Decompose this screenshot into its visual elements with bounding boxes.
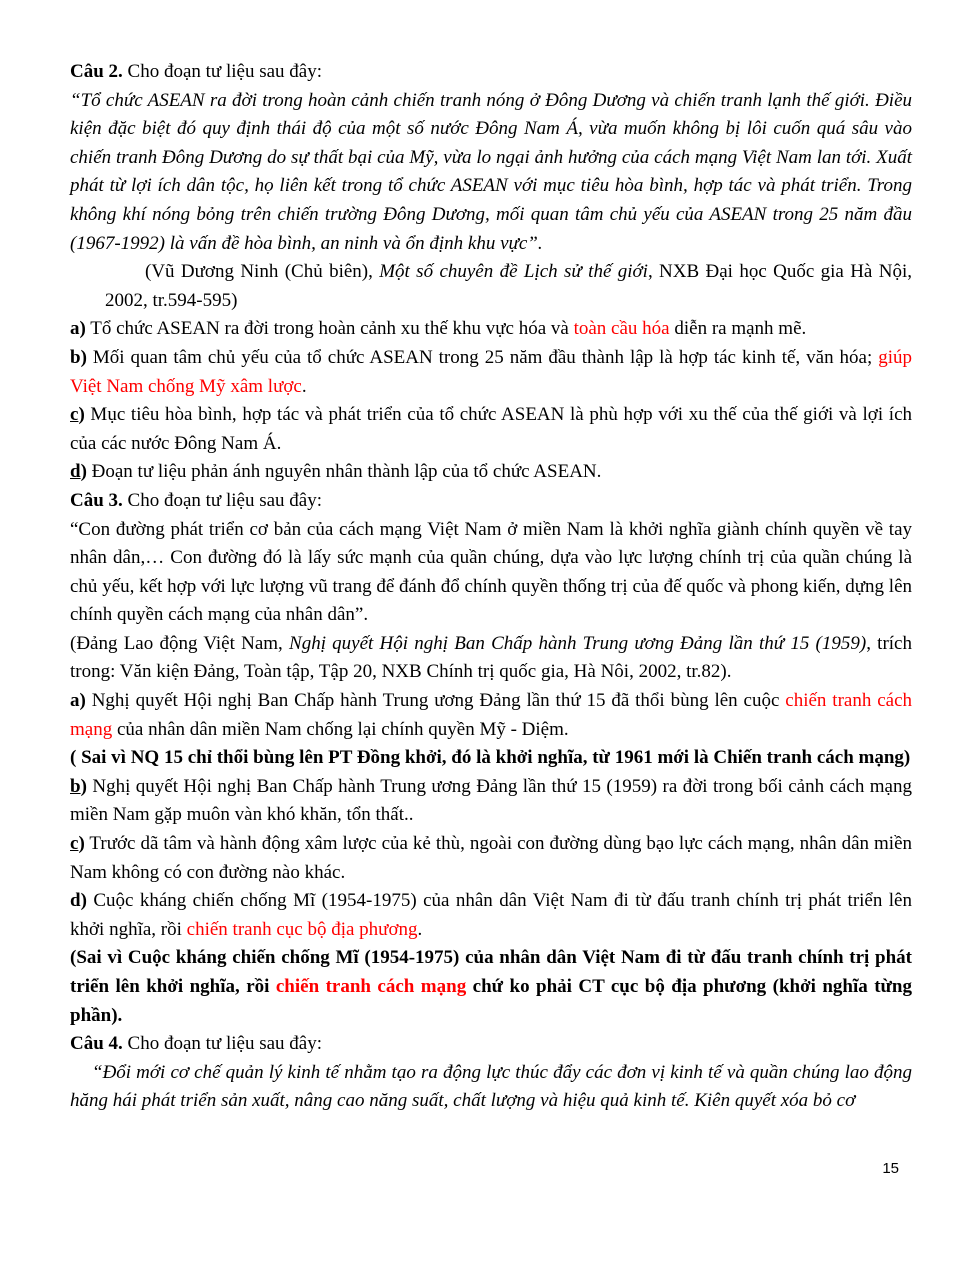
cau2-heading bbox=[70, 58, 912, 87]
text-run: b) bbox=[70, 346, 87, 368]
text-run: Mục tiêu hòa bình, hợp tác và phát triển của tổ chức ASEAN là phù hợp với xu thế của thế giới và lợi ích của các nước Đông Nam Á. bbox=[70, 404, 912, 454]
page-number: 15 bbox=[882, 1160, 899, 1177]
text-run: (Sai vì Cuộc kháng chiến chống Mĩ (1954-1975) của nhân dân Việt Nam đi từ đấu tranh chính trị phát triển lên khởi nghĩa, rồi bbox=[70, 947, 912, 997]
text-run: Cho đoạn tư liệu sau đây: bbox=[122, 61, 323, 82]
cau2-option-d bbox=[70, 458, 912, 487]
text-run: Nghị quyết Hội nghị Ban Chấp hành Trung ương Đảng lần thứ 15 (1959) ra đời trong bối cảnh cách mạng miền Nam gặp muôn vàn khó khăn, tổn thất.. bbox=[70, 775, 912, 826]
cau4-heading bbox=[70, 1030, 912, 1059]
text-run: ( Sai vì NQ 15 chỉ thổi bùng lên PT Đồng khởi, đó là khởi nghĩa, từ 1961 mới là Chiến tranh cách mạng) bbox=[70, 747, 911, 769]
text-run: Cuộc kháng chiến chống Mĩ (1954-1975) của nhân dân Việt Nam đi từ đấu tranh chính trị phát triển lên khởi nghĩa, rồi bbox=[70, 890, 912, 940]
text-run: chiến tranh cách mạng bbox=[275, 976, 467, 997]
text-run: , NXB Đại học Quốc gia Hà Nội, 2002, tr.594-595) bbox=[105, 261, 912, 311]
text-run: c bbox=[70, 833, 79, 855]
text-run: Mối quan tâm chủ yếu của tổ chức ASEAN trong 25 năm đầu thành lập là hợp tác kinh tế, văn hóa; bbox=[86, 346, 879, 368]
text-run: “Con đường phát triển cơ bản của cách mạng Việt Nam ở miền Nam là khởi nghĩa giành chính quyền về tay nhân dân,… Con đường đó là lấy sức mạnh của quần chúng, dựa vào lực lượng chính trị của quần chúng là chủ yếu, kết hợp với lực lượng vũ trang để đánh đổ chính quyền thống trị của đế quốc và phong kiến, dựng lên chính quyền cách mạng của nhân dân”. bbox=[70, 518, 912, 626]
text-run: a) bbox=[70, 318, 86, 340]
text-run: Cho đoạn tư liệu sau đây: bbox=[122, 489, 323, 511]
document-body bbox=[70, 58, 912, 1116]
text-run: Trước dã tâm và hành động xâm lược của kẻ thù, ngoài con đường dùng bạo lực cách mạng, nhân dân miền Nam không có con đường nào khác. bbox=[70, 833, 912, 883]
text-run: diễn ra mạnh mẽ. bbox=[669, 318, 807, 340]
cau3-note-d bbox=[70, 944, 912, 1030]
text-run: ) bbox=[80, 461, 87, 483]
text-run: d bbox=[70, 461, 81, 483]
cau3-quote bbox=[70, 516, 912, 630]
text-run: d) bbox=[70, 890, 87, 912]
text-run: . bbox=[417, 918, 423, 940]
text-run: Câu 3. bbox=[70, 489, 123, 511]
cau3-option-a bbox=[70, 687, 912, 744]
cau3-heading bbox=[70, 487, 912, 516]
text-run: chứ ko phải CT cục bộ địa phương (khởi nghĩa từng phần). bbox=[70, 976, 912, 1026]
text-run: , trích trong: Văn kiện Đảng, Toàn tập, Tập 20, NXB Chính trị quốc gia, Hà Nôi, 2002, tr.82). bbox=[70, 632, 912, 683]
text-run: chiến tranh cục bộ địa phương bbox=[186, 918, 418, 940]
text-run: (Đảng Lao động Việt Nam, bbox=[70, 632, 290, 654]
text-run: Câu 4. bbox=[70, 1033, 123, 1055]
text-run: Một số chuyên đề Lịch sử thế giới bbox=[379, 261, 648, 283]
cau3-option-b bbox=[70, 773, 912, 830]
text-run: ) bbox=[80, 775, 87, 797]
text-run: “Đổi mới cơ chế quản lý kinh tế nhằm tạo ra động lực thúc đẩy các đơn vị kinh tế và quần chúng lao động hăng hái phát triển sản xuất, nâng cao năng suất, chất lượng và hiệu quả kinh tế. Kiên quyết xóa bỏ cơ bbox=[70, 1061, 912, 1112]
cau2-citation bbox=[70, 258, 912, 315]
cau3-note-a bbox=[70, 744, 912, 773]
text-run: Đoạn tư liệu phản ánh nguyên nhân thành lập của tổ chức ASEAN. bbox=[86, 461, 602, 483]
text-run: giúp Việt Nam chống Mỹ xâm lược bbox=[70, 346, 912, 397]
text-run: Tổ chức ASEAN ra đời trong hoàn cảnh xu thế khu vực hóa và bbox=[85, 318, 574, 340]
text-run: . bbox=[301, 375, 307, 397]
text-run: Nghị quyết Hội nghị Ban Chấp hành Trung ương Đảng lần thứ 15 (1959) bbox=[289, 632, 867, 654]
cau4-quote bbox=[70, 1059, 912, 1116]
text-run: b bbox=[70, 775, 81, 797]
text-run: “Tổ chức ASEAN ra đời trong hoàn cảnh chiến tranh nóng ở Đông Dương và chiến tranh lạnh thế giới. Điều kiện đặc biệt đó quy định thái độ của một số nước Đông Nam Á, vừa muốn không bị lôi cuốn quá sâu vào chiến tranh Đông Dương do sự thất bại của Mỹ, vừa lo ngại ảnh hưởng của cách mạng Việt Nam lan tới. Xuất phát từ lợi ích dân tộc, họ liên kết trong tổ chức ASEAN với mục tiêu hòa bình, hợp tác và phát triển. Trong không khí nóng bỏng trên chiến trường Đông Dương, mối quan tâm chủ yếu của ASEAN trong 25 năm đầu (1967-1992) là vấn đề hòa bình, an ninh và ổn định khu vực”. bbox=[70, 89, 912, 254]
text-run: toàn cầu hóa bbox=[573, 318, 670, 340]
text-run: Câu 2. bbox=[70, 61, 123, 82]
text-run: của nhân dân miền Nam chống lại chính quyền Mỹ - Diệm. bbox=[112, 718, 569, 740]
text-run: ) bbox=[78, 404, 85, 426]
text-run: chiến tranh cách mạng bbox=[70, 690, 913, 740]
cau3-option-c bbox=[70, 830, 912, 887]
text-run: Cho đoạn tư liệu sau đây: bbox=[122, 1033, 323, 1055]
text-run: (Vũ Dương Ninh (Chủ biên), bbox=[145, 261, 380, 283]
cau2-option-a bbox=[70, 315, 912, 344]
text-run: c bbox=[70, 404, 79, 426]
cau2-quote bbox=[70, 87, 912, 259]
text-run: ) bbox=[78, 833, 85, 855]
text-run: a) bbox=[70, 690, 86, 712]
text-run: Nghị quyết Hội nghị Ban Chấp hành Trung ương Đảng lần thứ 15 đã thổi bùng lên cuộc bbox=[85, 690, 786, 712]
cau2-option-c bbox=[70, 401, 912, 458]
cau3-citation bbox=[70, 630, 912, 687]
cau2-option-b bbox=[70, 344, 912, 401]
cau3-option-d bbox=[70, 887, 912, 944]
